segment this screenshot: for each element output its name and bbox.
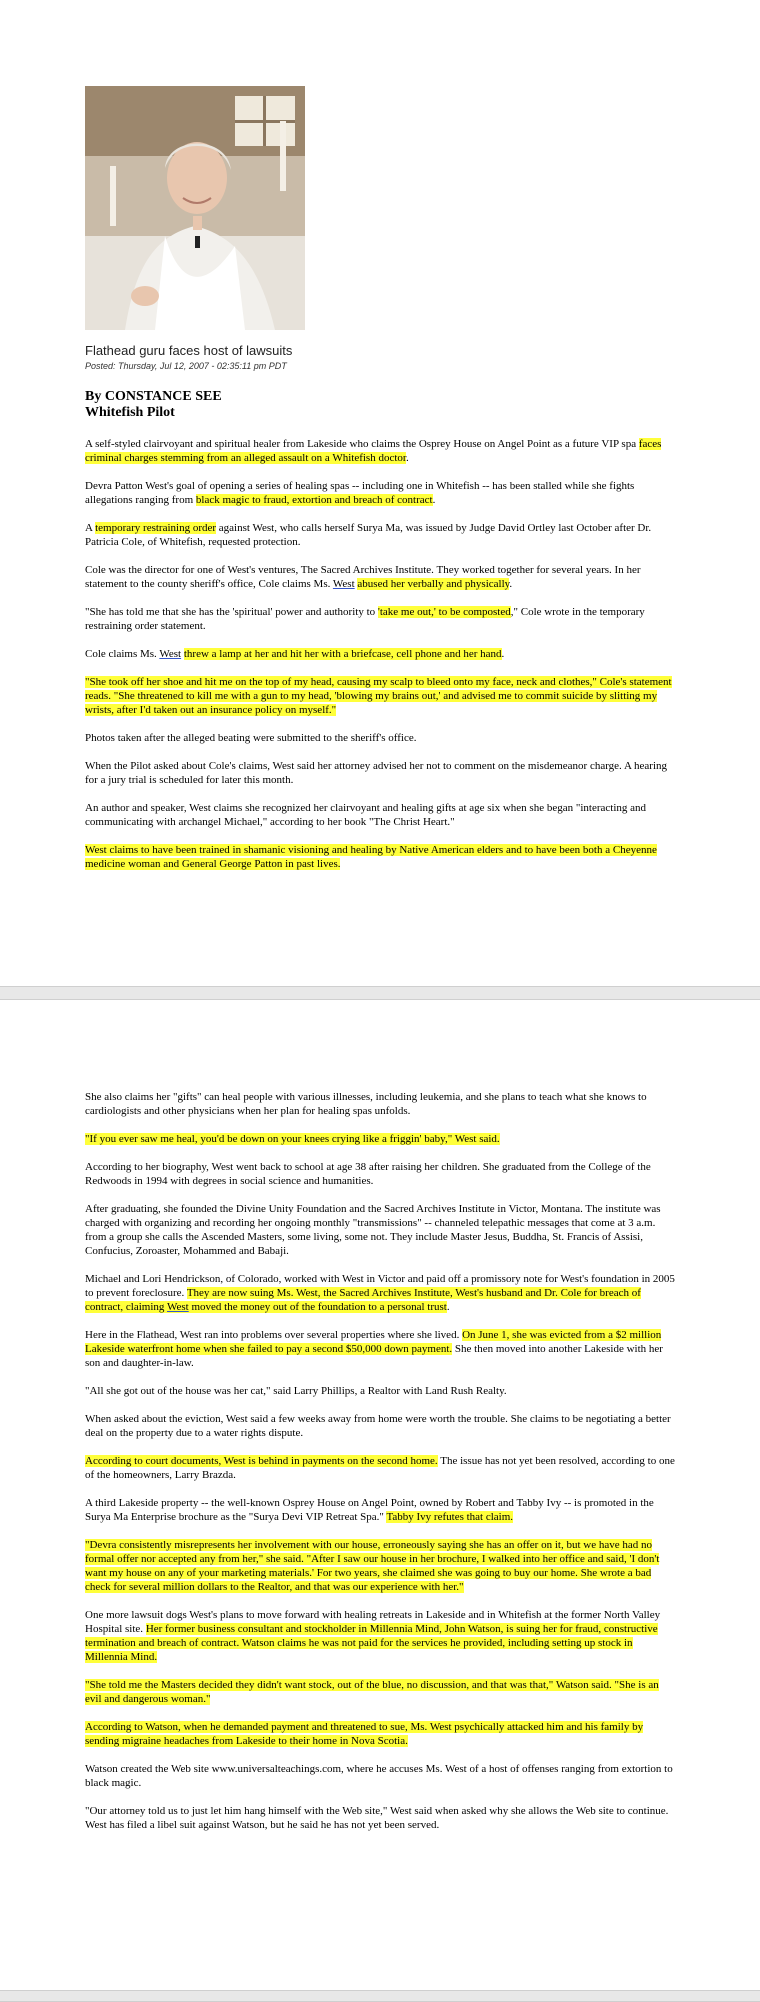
page-separator	[0, 986, 760, 1000]
paragraph: West claims to have been trained in shamanic visioning and healing by Native American elders and to have been both a Cheyenne medicine woman and General George Patton in past lives.	[85, 844, 657, 870]
document-page-2	[0, 1000, 760, 1992]
paragraph: "Devra consistently misrepresents her involvement with our house, erroneously saying she has an offer on it, but we have had no formal offer nor accepted any from her," she said. "After I saw our house in her brochure, I walked into her office and said, 'I don't want my house on any of your marketing materials.' For two years, she claimed she was going to buy our home. She wrote a bad check for several million dollars to the Realtor, and that was our experience with her."	[85, 1539, 660, 1593]
paragraph: "She has told me that she has the 'spiritual' power and authority to 'take me out,' to be composted," Cole wrote in the temporary restraining order statement.	[85, 606, 645, 632]
paragraph: An author and speaker, West claims she recognized her clairvoyant and healing gifts at age six when she began "interacting and communicating with archangel Michael," according to her book "The Christ Heart."	[85, 802, 647, 828]
paragraph: According to court documents, West is behind in payments on the second home. The issue has not yet been resolved, according to one of the homeowners, Larry Brazda.	[85, 1455, 675, 1481]
paragraph: Cole was the director for one of West's ventures, The Sacred Archives Institute. They worked together for several years. In her statement to the county sheriff's office, Cole claims Ms. West abused her verbally and physically.	[85, 564, 641, 590]
paragraph: When the Pilot asked about Cole's claims, West said her attorney advised her not to comment on the misdemeanor charge. A hearing for a jury trial is scheduled for later this month.	[85, 760, 668, 786]
byline-publication: Whitefish Pilot	[85, 405, 175, 420]
paragraph: Michael and Lori Hendrickson, of Colorado, worked with West in Victor and paid off a promissory note for West's foundation in 2005 to prevent foreclosure. They are now suing Ms. West, the Sacred Archives Institute, West's husband and Dr. Cole for breach of contract, claiming West moved the money out of the foundation to a personal trust.	[85, 1273, 675, 1313]
article-body-page-1	[85, 344, 675, 885]
paragraph: One more lawsuit dogs West's plans to move forward with healing retreats in Lakeside and in Whitefish at the former North Valley Hospital site. Her former business consultant and stockholder in Millennia Mind, John Watson, is suing her for fraud, constructive termination and breach of contract. Watson claims he was not paid for the services he provided, including setting up stock in Millennia Mind.	[85, 1609, 661, 1663]
paragraph: After graduating, she founded the Divine Unity Foundation and the Sacred Archives Institute in Victor, Montana. The institute was charged with organizing and recording her ongoing monthly "transmissions" -- channeled telepathic messages that come at 3 a.m. from a group she calls the Ascended Masters, some living, some not. They include Master Jesus, Buddha, St. Francis of Assisi, Confucius, Zoroaster, Mohammed and Babaji.	[85, 1203, 661, 1257]
paragraph: According to Watson, when he demanded payment and threatened to sue, Ms. West psychically attacked him and his family by sending migraine headaches from Lakeside to their home in Nova Scotia.	[85, 1721, 644, 1747]
paragraph: Photos taken after the alleged beating were submitted to the sheriff's office.	[85, 732, 417, 744]
article-body-page-2	[85, 1090, 675, 1846]
paragraph: According to her biography, West went back to school at age 38 after raising her children. She graduated from the College of the Redwoods in 1994 with degrees in social science and humanities.	[85, 1161, 651, 1187]
paragraph: Cole claims Ms. West threw a lamp at her and hit her with a briefcase, cell phone and her hand.	[85, 648, 505, 660]
posted-timestamp: Posted: Thursday, Jul 12, 2007 - 02:35:11 pm PDT	[85, 361, 287, 371]
paragraph: When asked about the eviction, West said a few weeks away from home were worth the trouble. She claims to be negotiating a better deal on the property due to a water rights dispute.	[85, 1413, 671, 1439]
paragraph: She also claims her "gifts" can heal people with various illnesses, including leukemia, and she plans to teach what she knows to cardiologists and other physicians when her plan for healing spas unfolds.	[85, 1091, 647, 1117]
page-separator	[0, 1990, 760, 2002]
document-page-1	[0, 0, 760, 986]
paragraph: "She told me the Masters decided they didn't want stock, out of the blue, no discussion, and that was that," Watson said. "She is an evil and dangerous woman."	[85, 1679, 659, 1705]
paragraph: Here in the Flathead, West ran into problems over several properties where she lived. On June 1, she was evicted from a $2 million Lakeside waterfront home when she failed to pay a second $50,000 down payment. She then moved into another Lakeside with her son and daughter-in-law.	[85, 1329, 663, 1369]
paragraph: A self-styled clairvoyant and spiritual healer from Lakeside who claims the Osprey House on Angel Point as a future VIP spa faces criminal charges stemming from an alleged assault on a Whitefish doctor.	[85, 438, 662, 464]
headline: Flathead guru faces host of lawsuits	[85, 343, 293, 358]
paragraph: "She took off her shoe and hit me on the top of my head, causing my scalp to bleed onto my face, neck and clothes," Cole's statement reads. "She threatened to kill me with a gun to my head, 'blowing my brains out,' and advised me to commit suicide by slitting my wrists, after I'd taken out an insurance policy on myself."	[85, 676, 672, 716]
paragraph: "Our attorney told us to just let him hang himself with the Web site," West said when asked why she allows the Web site to continue. West has filed a libel suit against Watson, but he said he has not yet been served.	[85, 1805, 669, 1831]
paragraph: Watson created the Web site www.universalteachings.com, where he accuses Ms. West of a host of offenses ranging from extortion to black magic.	[85, 1763, 673, 1789]
article-photo	[85, 86, 305, 330]
paragraph: "All she got out of the house was her cat," said Larry Phillips, a Realtor with Land Rush Realty.	[85, 1385, 507, 1397]
paragraph: "If you ever saw me heal, you'd be down on your knees crying like a friggin' baby," West said.	[85, 1133, 500, 1145]
portrait-image	[85, 86, 305, 330]
paragraph: A temporary restraining order against West, who calls herself Surya Ma, was issued by Judge David Ortley last October after Dr. Patricia Cole, of Whitefish, requested protection.	[85, 522, 652, 548]
paragraph: A third Lakeside property -- the well-known Osprey House on Angel Point, owned by Robert and Tabby Ivy -- is promoted in the Surya Ma Enterprise brochure as the "Surya Devi VIP Retreat Spa." Tabby Ivy refutes that claim.	[85, 1497, 654, 1523]
paragraph: Devra Patton West's goal of opening a series of healing spas -- including one in Whitefish -- has been stalled while she fights allegations ranging from black magic to fraud, extortion and breach of contract.	[85, 480, 635, 506]
byline-author: By CONSTANCE SEE	[85, 389, 222, 404]
byline	[85, 389, 675, 421]
